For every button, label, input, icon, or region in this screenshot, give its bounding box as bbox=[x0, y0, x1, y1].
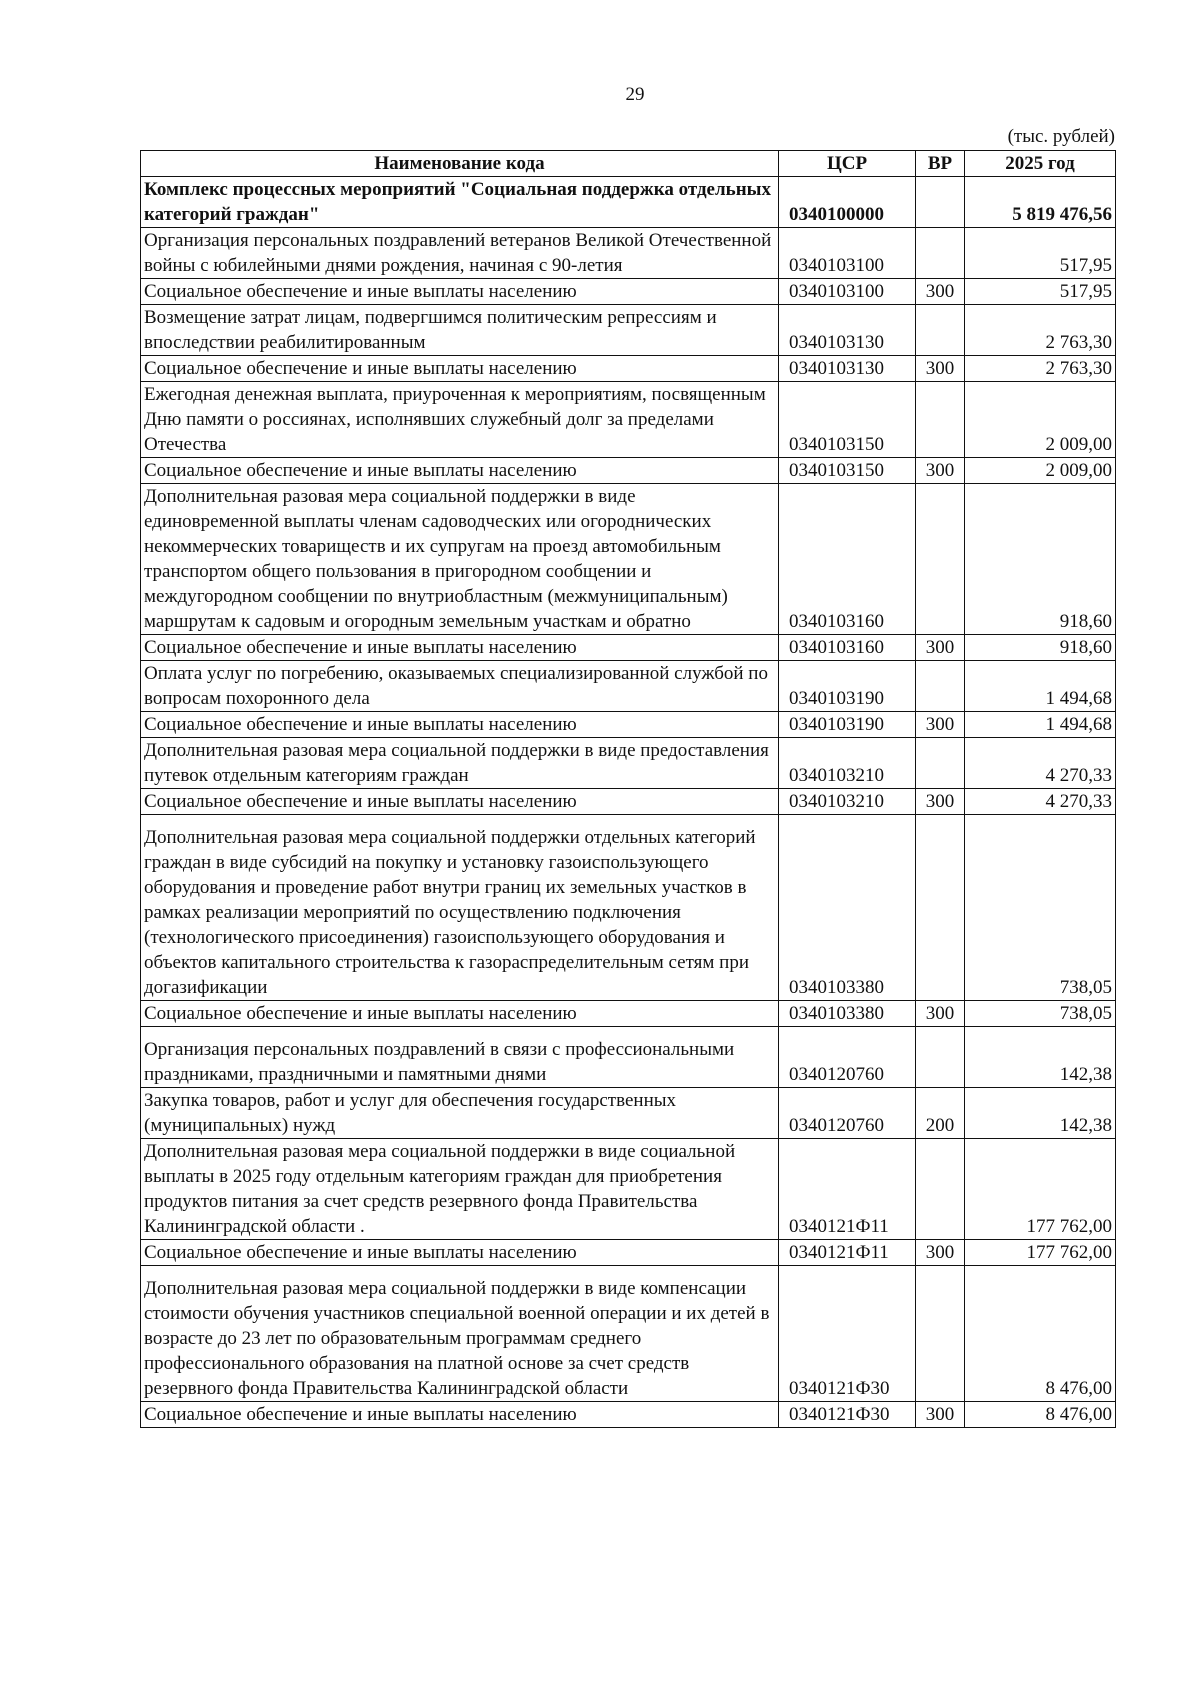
header-vr: ВР bbox=[916, 151, 965, 177]
row-name: Закупка товаров, работ и услуг для обеспечения государственных (муниципальных) нужд bbox=[141, 1088, 779, 1139]
row-name: Социальное обеспечение и иные выплаты населению bbox=[141, 458, 779, 484]
row-name: Комплекс процессных мероприятий "Социальная поддержка отдельных категорий граждан" bbox=[141, 177, 779, 228]
row-amount: 5 819 476,56 bbox=[965, 177, 1116, 228]
row-csr: 0340121Ф30 bbox=[779, 1402, 916, 1428]
row-name: Оплата услуг по погребению, оказываемых специализированной службой по вопросам похоронного дела bbox=[141, 661, 779, 712]
row-vr: 300 bbox=[916, 789, 965, 815]
row-amount: 8 476,00 bbox=[965, 1402, 1116, 1428]
row-amount: 8 476,00 bbox=[965, 1266, 1116, 1402]
units-label: (тыс. рублей) bbox=[1007, 126, 1115, 147]
page-number: 29 bbox=[625, 84, 645, 105]
table-row bbox=[141, 1139, 1116, 1240]
row-amount: 517,95 bbox=[965, 228, 1116, 279]
row-name: Социальное обеспечение и иные выплаты населению bbox=[141, 712, 779, 738]
row-amount: 738,05 bbox=[965, 1001, 1116, 1027]
row-amount: 142,38 bbox=[965, 1088, 1116, 1139]
row-amount: 738,05 bbox=[965, 815, 1116, 1001]
table-row bbox=[141, 1001, 1116, 1027]
row-vr bbox=[916, 1027, 965, 1088]
table-row bbox=[141, 712, 1116, 738]
row-csr: 0340121Ф30 bbox=[779, 1266, 916, 1402]
table-row bbox=[141, 738, 1116, 789]
row-csr: 0340103100 bbox=[779, 279, 916, 305]
row-name: Дополнительная разовая мера социальной поддержки в виде предоставления путевок отдельным категориям граждан bbox=[141, 738, 779, 789]
row-vr bbox=[916, 815, 965, 1001]
row-csr: 0340100000 bbox=[779, 177, 916, 228]
row-vr bbox=[916, 738, 965, 789]
table-row bbox=[141, 484, 1116, 635]
row-name: Ежегодная денежная выплата, приуроченная к мероприятиям, посвященным Дню памяти о россиянах, исполнявших служебный долг за пределами Отечества bbox=[141, 382, 779, 458]
row-vr: 300 bbox=[916, 712, 965, 738]
row-csr: 0340121Ф11 bbox=[779, 1240, 916, 1266]
row-csr: 0340103150 bbox=[779, 382, 916, 458]
row-vr: 300 bbox=[916, 356, 965, 382]
row-name: Возмещение затрат лицам, подвергшимся политическим репрессиям и впоследствии реабилитированным bbox=[141, 305, 779, 356]
row-csr: 0340103380 bbox=[779, 815, 916, 1001]
row-name: Социальное обеспечение и иные выплаты населению bbox=[141, 356, 779, 382]
row-vr: 300 bbox=[916, 279, 965, 305]
row-vr bbox=[916, 177, 965, 228]
row-csr: 0340103130 bbox=[779, 305, 916, 356]
row-name: Социальное обеспечение и иные выплаты населению bbox=[141, 1001, 779, 1027]
row-csr: 0340103190 bbox=[779, 712, 916, 738]
row-amount: 918,60 bbox=[965, 635, 1116, 661]
row-csr: 0340103190 bbox=[779, 661, 916, 712]
table-row bbox=[141, 228, 1116, 279]
row-amount: 1 494,68 bbox=[965, 712, 1116, 738]
table-row bbox=[141, 458, 1116, 484]
row-vr bbox=[916, 1266, 965, 1402]
table-row bbox=[141, 1027, 1116, 1088]
row-vr bbox=[916, 1139, 965, 1240]
row-csr: 0340103380 bbox=[779, 1001, 916, 1027]
table-row bbox=[141, 279, 1116, 305]
row-amount: 2 763,30 bbox=[965, 305, 1116, 356]
row-csr: 0340103210 bbox=[779, 789, 916, 815]
row-vr bbox=[916, 228, 965, 279]
row-amount: 2 009,00 bbox=[965, 382, 1116, 458]
table-row bbox=[141, 177, 1116, 228]
row-vr: 300 bbox=[916, 1402, 965, 1428]
row-csr: 0340121Ф11 bbox=[779, 1139, 916, 1240]
row-csr: 0340103160 bbox=[779, 484, 916, 635]
row-name: Социальное обеспечение и иные выплаты населению bbox=[141, 789, 779, 815]
row-csr: 0340103130 bbox=[779, 356, 916, 382]
row-name: Дополнительная разовая мера социальной поддержки отдельных категорий граждан в виде субсидий на покупку и установку газоиспользующего оборудования и проведение работ внутри границ их земельных участков в рамках реализации мероприятий по осуществлению подключения (технологического присоединения) газоиспользующего оборудования и объектов капитального строительства к газораспределительным сетям при догазификации bbox=[141, 815, 779, 1001]
table-row bbox=[141, 1402, 1116, 1428]
row-name: Организация персональных поздравлений в связи с профессиональными праздниками, праздничными и памятными днями bbox=[141, 1027, 779, 1088]
row-name: Социальное обеспечение и иные выплаты населению bbox=[141, 279, 779, 305]
row-amount: 2 763,30 bbox=[965, 356, 1116, 382]
row-csr: 0340103100 bbox=[779, 228, 916, 279]
header-year: 2025 год bbox=[965, 151, 1116, 177]
row-amount: 177 762,00 bbox=[965, 1240, 1116, 1266]
table-row bbox=[141, 789, 1116, 815]
row-vr bbox=[916, 305, 965, 356]
row-amount: 4 270,33 bbox=[965, 789, 1116, 815]
row-name: Дополнительная разовая мера социальной поддержки в виде социальной выплаты в 2025 году отдельным категориям граждан для приобретения продуктов питания за счет средств резервного фонда Правительства Калининградской области . bbox=[141, 1139, 779, 1240]
table-row bbox=[141, 1266, 1116, 1402]
header-csr: ЦСР bbox=[779, 151, 916, 177]
row-vr bbox=[916, 382, 965, 458]
row-csr: 0340103160 bbox=[779, 635, 916, 661]
table-header-row bbox=[141, 151, 1116, 177]
row-vr: 300 bbox=[916, 635, 965, 661]
row-vr: 200 bbox=[916, 1088, 965, 1139]
header-name: Наименование кода bbox=[141, 151, 779, 177]
row-csr: 0340103210 bbox=[779, 738, 916, 789]
row-vr: 300 bbox=[916, 1240, 965, 1266]
table-row bbox=[141, 382, 1116, 458]
row-name: Дополнительная разовая мера социальной поддержки в виде единовременной выплаты членам садоводческих или огороднических некоммерческих товариществ и их супругам на проезд автомобильным транспортом общего пользования в пригородном сообщении и междугородном сообщении по внутриобластным (межмуниципальным) маршрутам к садовым и огородным земельным участкам и обратно bbox=[141, 484, 779, 635]
row-vr bbox=[916, 484, 965, 635]
row-amount: 142,38 bbox=[965, 1027, 1116, 1088]
table-row bbox=[141, 356, 1116, 382]
row-amount: 1 494,68 bbox=[965, 661, 1116, 712]
row-amount: 517,95 bbox=[965, 279, 1116, 305]
row-name: Организация персональных поздравлений ветеранов Великой Отечественной войны с юбилейными днями рождения, начиная с 90-летия bbox=[141, 228, 779, 279]
row-amount: 2 009,00 bbox=[965, 458, 1116, 484]
row-name: Социальное обеспечение и иные выплаты населению bbox=[141, 1402, 779, 1428]
row-csr: 0340120760 bbox=[779, 1027, 916, 1088]
table-row bbox=[141, 815, 1116, 1001]
row-amount: 4 270,33 bbox=[965, 738, 1116, 789]
table-row bbox=[141, 635, 1116, 661]
row-name: Социальное обеспечение и иные выплаты населению bbox=[141, 635, 779, 661]
row-vr: 300 bbox=[916, 458, 965, 484]
row-amount: 177 762,00 bbox=[965, 1139, 1116, 1240]
row-amount: 918,60 bbox=[965, 484, 1116, 635]
row-csr: 0340103150 bbox=[779, 458, 916, 484]
row-vr bbox=[916, 661, 965, 712]
table-row bbox=[141, 305, 1116, 356]
row-csr: 0340120760 bbox=[779, 1088, 916, 1139]
row-name: Социальное обеспечение и иные выплаты населению bbox=[141, 1240, 779, 1266]
row-name: Дополнительная разовая мера социальной поддержки в виде компенсации стоимости обучения участников специальной военной операции и их детей в возрасте до 23 лет по образовательным программам среднего профессионального образования на платной основе за счет средств резервного фонда Правительства Калининградской области bbox=[141, 1266, 779, 1402]
row-vr: 300 bbox=[916, 1001, 965, 1027]
table-row bbox=[141, 1088, 1116, 1139]
table-row bbox=[141, 1240, 1116, 1266]
table-row bbox=[141, 661, 1116, 712]
budget-table bbox=[140, 150, 1116, 1428]
